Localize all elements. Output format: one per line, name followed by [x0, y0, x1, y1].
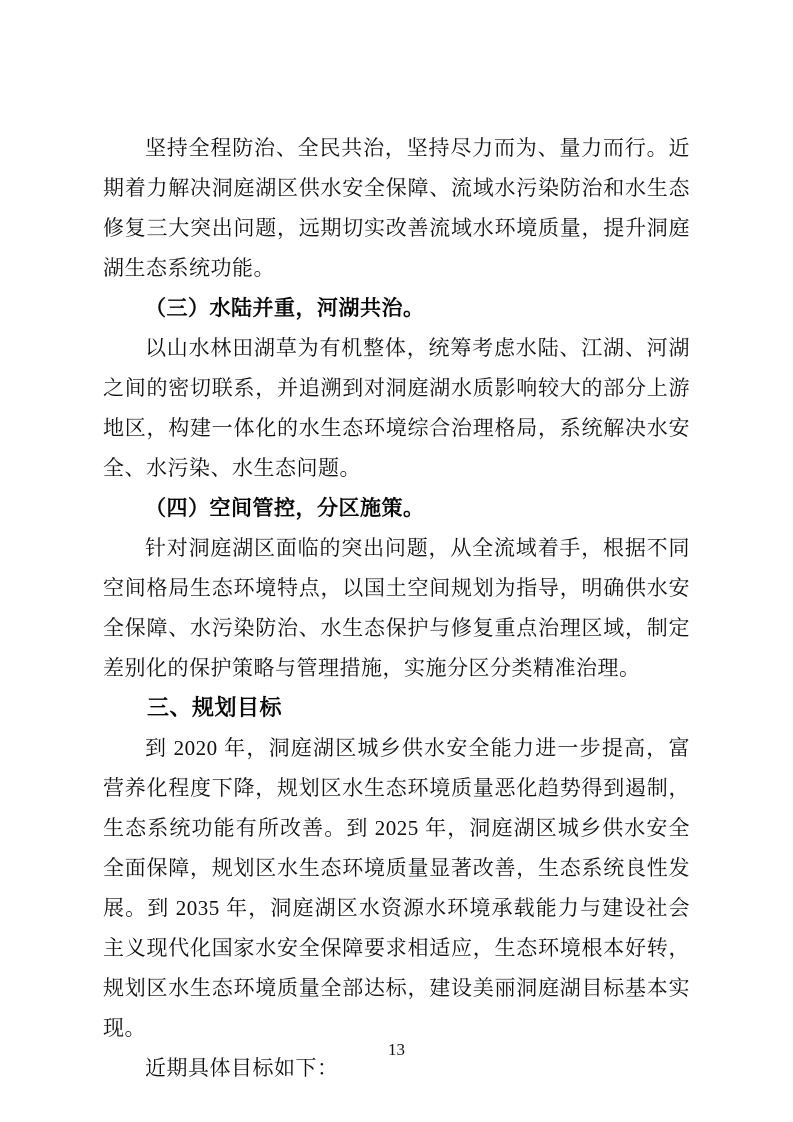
section-heading-planning-goals: 三、规划目标 [147, 695, 283, 720]
paragraph-near-term-goals-intro: 近期具体目标如下： [145, 1056, 339, 1080]
page-number: 13 [388, 1040, 405, 1059]
page-content [103, 128, 690, 1088]
paragraph-planning-goals: 到 2020 年，洞庭湖区城乡供水安全能力进一步提高，富营养化程度下降，规划区水生态环境质量恶化趋势得到遏制，生态系统功能有所改善。到 2025 年，洞庭湖区城乡供水安全全面保障，规划区水生态环境质量显著改善，生态系统良性发展。到 2035 年，洞庭湖区水资源水环境承载能力与建设社会主义现代化国家水安全保障要求相适应，生态环境根本好转，规划区水生态环境质量全部达标，建设美丽洞庭湖目标基本实现。 [103, 736, 690, 1040]
subsection-heading-four: （四）空间管控，分区施策。 [145, 496, 425, 520]
paragraph-subsection-three: 以山水林田湖草为有机整体，统筹考虑水陆、江湖、河湖之间的密切联系，并追溯到对洞庭湖水质影响较大的部分上游地区，构建一体化的水生态环境综合治理格局，系统解决水安全、水污染、水生态问题。 [103, 336, 690, 480]
subsection-heading-three: （三）水陆并重，河湖共治。 [145, 296, 425, 320]
paragraph-subsection-four: 针对洞庭湖区面临的突出问题，从全流域着手，根据不同空间格局生态环境特点，以国土空间规划为指导，明确供水安全保障、水污染防治、水生态保护与修复重点治理区域，制定差别化的保护策略与管理措施，实施分区分类精准治理。 [103, 536, 690, 680]
paragraph-continuation: 坚持全程防治、全民共治，坚持尽力而为、量力而行。近期着力解决洞庭湖区供水安全保障、流域水污染防治和水生态修复三大突出问题，远期切实改善流域水环境质量，提升洞庭湖生态系统功能。 [103, 136, 690, 280]
